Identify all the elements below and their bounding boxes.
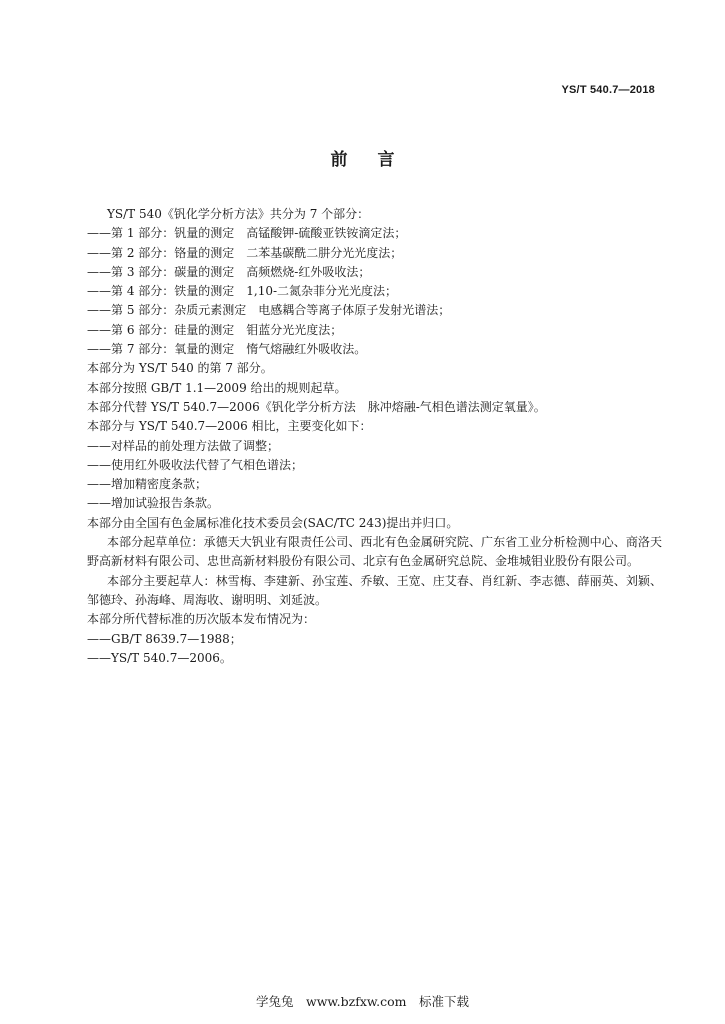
document-code: YS/T 540.7—2018 bbox=[561, 84, 655, 96]
foreword-body bbox=[87, 205, 662, 668]
text-line: 本部分代替 YS/T 540.7—2006《钒化学分析方法 脉冲熔融-气相色谱法测定氧量》。 bbox=[87, 399, 546, 414]
list-item: ——第 3 部分：碳量的测定 高频燃烧-红外吸收法； bbox=[87, 264, 371, 279]
text-line: 本部分与 YS/T 540.7—2006 相比，主要变化如下： bbox=[87, 419, 372, 434]
text-line: 本部分由全国有色金属标准化技术委员会(SAC/TC 243)提出并归口。 bbox=[87, 515, 459, 530]
text-line: 本部分按照 GB/T 1.1—2009 给出的规则起草。 bbox=[87, 380, 347, 395]
list-item: ——使用红外吸收法代替了气相色谱法； bbox=[87, 457, 304, 472]
page-title: 前言 bbox=[330, 150, 425, 170]
list-item: ——YS/T 540.7—2006。 bbox=[87, 650, 232, 665]
drafters-paragraph: 本部分主要起草人：林雪梅、李建新、孙宝莲、乔敏、王宽、庄艾春、肖红新、李志德、薛丽英、刘颖、邹德玲、孙海峰、周海收、谢明明、刘延波。 bbox=[87, 573, 662, 607]
list-item: ——第 5 部分：杂质元素测定 电感耦合等离子体原子发射光谱法； bbox=[87, 303, 451, 318]
text-line: 本部分为 YS/T 540 的第 7 部分。 bbox=[87, 361, 273, 376]
text-line: YS/T 540《钒化学分析方法》共分为 7 个部分： bbox=[107, 207, 370, 221]
footer-watermark: 学兔兔 www.bzfxw.com 标准下载 bbox=[256, 994, 469, 1009]
list-item: ——第 6 部分：硅量的测定 钼蓝分光光度法； bbox=[87, 322, 343, 337]
list-item: ——增加试验报告条款。 bbox=[87, 496, 220, 511]
text-line: 本部分所代替标准的历次版本发布情况为： bbox=[87, 612, 316, 627]
list-item: ——第 4 部分：铁量的测定 1,10-二氮杂菲分光光度法； bbox=[87, 284, 398, 299]
list-item: ——第 2 部分：铬量的测定 二苯基碳酰二肼分光光度法； bbox=[87, 245, 403, 260]
list-item: ——增加精密度条款； bbox=[87, 477, 208, 492]
list-item: ——对样品的前处理方法做了调整； bbox=[87, 438, 280, 453]
list-item: ——第 1 部分：钒量的测定 高锰酸钾-硫酸亚铁铵滴定法； bbox=[87, 226, 407, 241]
list-item: ——GB/T 8639.7—1988； bbox=[87, 631, 242, 646]
list-item: ——第 7 部分：氧量的测定 惰气熔融红外吸收法。 bbox=[87, 342, 367, 357]
drafting-units-paragraph: 本部分起草单位：承德天大钒业有限责任公司、西北有色金属研究院、广东省工业分析检测中心、商洛天野高新材料有限公司、忠世高新材料股份有限公司、北京有色金属研究总院、金堆城钼业股份有限公司。 bbox=[87, 535, 662, 569]
